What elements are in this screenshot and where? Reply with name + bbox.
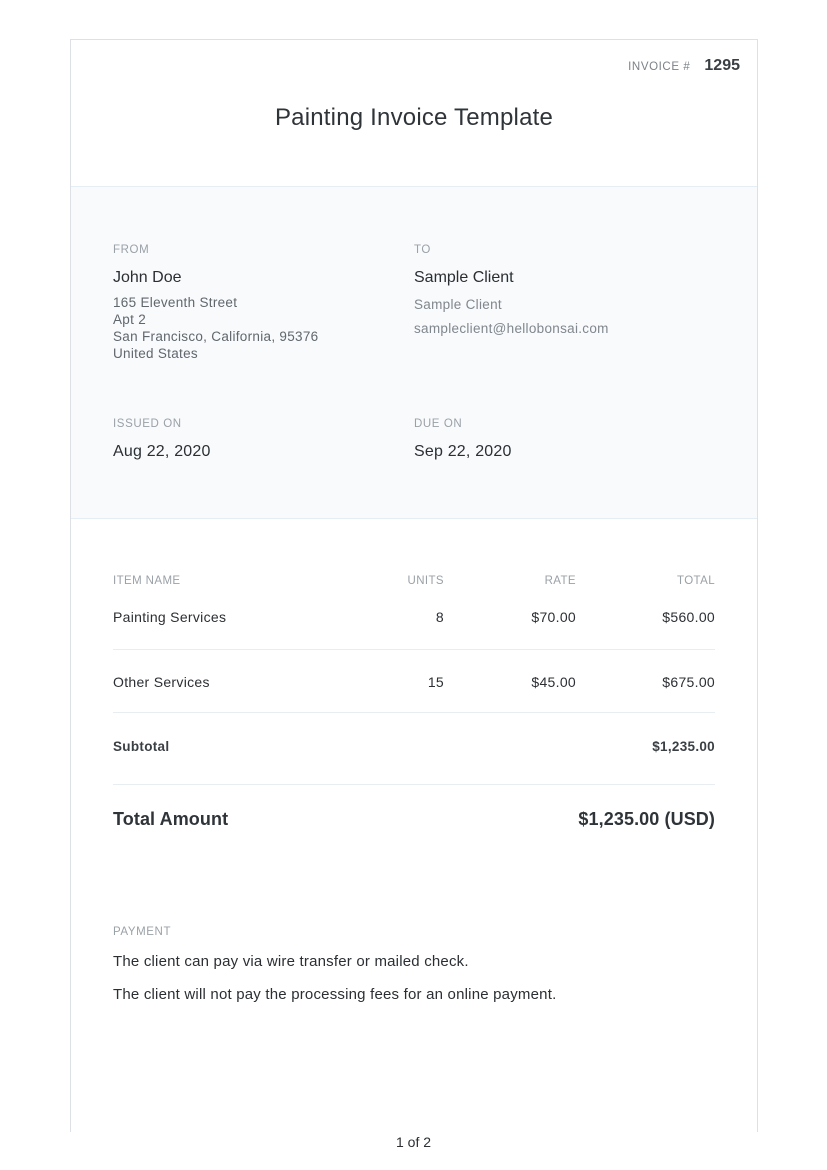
total-amount-label: Total Amount — [113, 809, 229, 829]
from-address — [113, 294, 318, 362]
invoice-number-block — [628, 57, 740, 75]
payment-label: PAYMENT — [113, 926, 172, 938]
due-date: Sep 22, 2020 — [414, 443, 512, 460]
row-item-name: Painting Services — [113, 609, 227, 625]
from-label: FROM — [113, 244, 150, 256]
subtotal-value: $1,235.00 — [652, 739, 715, 754]
from-address-line: 165 Eleventh Street — [113, 295, 238, 310]
payment-line: The client will not pay the processing fees for an online payment. — [113, 986, 557, 1003]
invoice-number: 1295 — [704, 57, 740, 74]
table-header — [113, 575, 715, 595]
issued-block — [113, 418, 211, 461]
to-contact-email: sampleclient@hellobonsai.com — [414, 321, 609, 336]
invoice-sheet — [70, 39, 758, 1132]
invoice-number-label: INVOICE # — [628, 61, 691, 73]
from-address-line: San Francisco, California, 95376 — [113, 329, 319, 344]
from-block — [113, 244, 318, 362]
due-block — [414, 418, 512, 461]
issued-date: Aug 22, 2020 — [113, 443, 211, 460]
table-row — [113, 650, 715, 713]
invoice-header — [71, 40, 757, 187]
parties-section — [71, 187, 757, 519]
payment-line: The client can pay via wire transfer or mailed check. — [113, 953, 469, 970]
to-block — [414, 244, 609, 336]
header-total: TOTAL — [677, 575, 715, 587]
invoice-title: Painting Invoice Template — [274, 104, 554, 131]
subtotal-label: Subtotal — [113, 739, 170, 754]
from-address-line: Apt 2 — [113, 312, 147, 327]
total-amount-value: $1,235.00 (USD) — [578, 809, 715, 829]
header-item-name: ITEM NAME — [113, 575, 181, 587]
page-number: 1 of 2 — [395, 1134, 432, 1150]
header-units: UNITS — [407, 575, 444, 587]
to-name: Sample Client — [414, 269, 514, 286]
header-rate: RATE — [544, 575, 576, 587]
from-address-line: United States — [113, 346, 198, 361]
to-label: TO — [414, 244, 431, 256]
row-units: 15 — [427, 674, 444, 690]
from-name: John Doe — [113, 269, 182, 286]
row-units: 8 — [435, 609, 444, 625]
payment-section — [113, 926, 556, 1003]
issued-label: ISSUED ON — [113, 418, 182, 430]
row-total: $675.00 — [662, 674, 715, 690]
subtotal-row — [113, 713, 715, 785]
row-rate: $70.00 — [531, 609, 576, 625]
row-item-name: Other Services — [113, 674, 210, 690]
row-rate: $45.00 — [531, 674, 576, 690]
to-contact-name: Sample Client — [414, 297, 502, 312]
total-row — [113, 785, 715, 855]
row-total: $560.00 — [662, 609, 715, 625]
table-row — [113, 595, 715, 650]
items-table — [71, 575, 757, 855]
due-label: DUE ON — [414, 418, 463, 430]
